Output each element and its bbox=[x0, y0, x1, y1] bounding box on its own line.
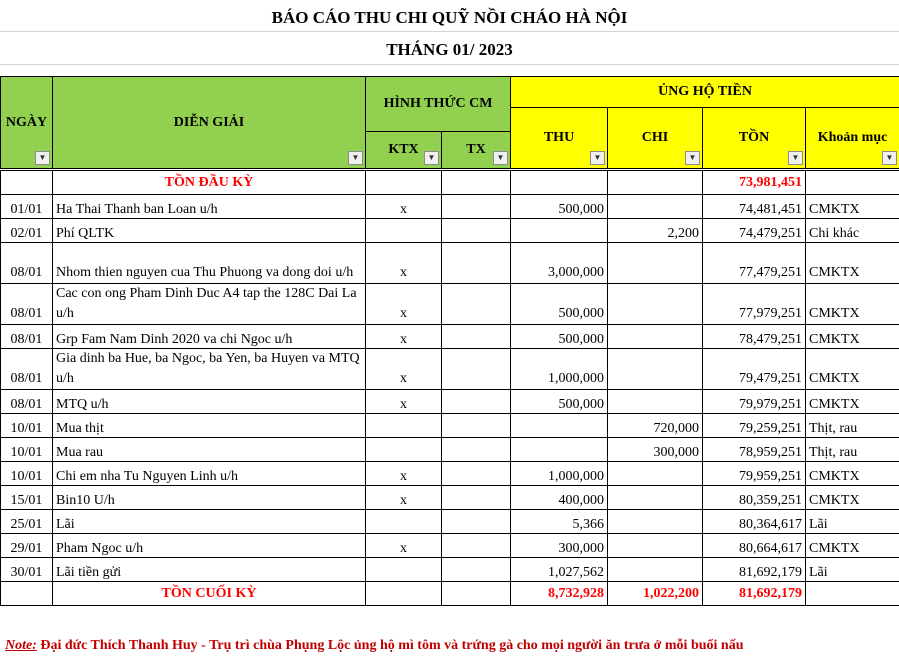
row-ktx bbox=[366, 438, 442, 462]
row-tx bbox=[442, 462, 511, 486]
row-ktx bbox=[366, 414, 442, 438]
row-description: Grp Fam Nam Dinh 2020 va chi Ngoc u/h bbox=[53, 325, 366, 349]
table-row bbox=[1, 243, 899, 284]
row-ktx: x bbox=[366, 195, 442, 219]
opening-balance: 73,981,451 bbox=[703, 171, 806, 195]
row-date: 02/01 bbox=[1, 219, 53, 243]
row-ton: 80,364,617 bbox=[703, 510, 806, 534]
row-thu: 500,000 bbox=[511, 325, 608, 349]
row-ton: 74,481,451 bbox=[703, 195, 806, 219]
row-ktx: x bbox=[366, 462, 442, 486]
row-tx bbox=[442, 325, 511, 349]
note-label: Note: bbox=[5, 638, 37, 653]
row-chi bbox=[608, 349, 703, 390]
header-ngay: NGÀY ▼ bbox=[1, 77, 53, 169]
row-chi bbox=[608, 195, 703, 219]
row-description: Bin10 U/h bbox=[53, 486, 366, 510]
row-khoan-muc: CMKTX bbox=[806, 486, 899, 510]
row-thu: 1,000,000 bbox=[511, 462, 608, 486]
row-khoan-muc: CMKTX bbox=[806, 349, 899, 390]
row-khoan-muc: CMKTX bbox=[806, 195, 899, 219]
header-ton: TỒN ▼ bbox=[703, 108, 806, 169]
report-header bbox=[0, 76, 899, 169]
table-row bbox=[1, 414, 899, 438]
row-chi bbox=[608, 284, 703, 325]
filter-dropdown-icon[interactable]: ▼ bbox=[424, 151, 439, 165]
row-description: Ha Thai Thanh ban Loan u/h bbox=[53, 195, 366, 219]
header-khoan-muc: Khoản mục ▼ bbox=[806, 108, 899, 169]
row-tx bbox=[442, 510, 511, 534]
row-thu: 1,000,000 bbox=[511, 349, 608, 390]
closing-ton: 81,692,179 bbox=[703, 582, 806, 606]
filter-dropdown-icon[interactable]: ▼ bbox=[348, 151, 363, 165]
note-text: Đại đức Thích Thanh Huy - Trụ trì chùa Phụng Lộc ủng hộ mì tôm và trứng gà cho mọi người ăn trưa ở mỗi buổi nấu bbox=[36, 638, 744, 653]
row-ktx: x bbox=[366, 486, 442, 510]
table-row bbox=[1, 219, 899, 243]
row-ton: 80,359,251 bbox=[703, 486, 806, 510]
closing-row bbox=[1, 582, 899, 606]
header-thu: THU ▼ bbox=[511, 108, 608, 169]
row-description: Lãi bbox=[53, 510, 366, 534]
sheet-gridline bbox=[0, 64, 899, 65]
row-chi bbox=[608, 486, 703, 510]
filter-dropdown-icon[interactable]: ▼ bbox=[788, 151, 803, 165]
table-row bbox=[1, 195, 899, 219]
row-tx bbox=[442, 284, 511, 325]
row-thu bbox=[511, 414, 608, 438]
row-date: 10/01 bbox=[1, 462, 53, 486]
footnote bbox=[5, 638, 743, 654]
row-date: 08/01 bbox=[1, 243, 53, 284]
table-row bbox=[1, 510, 899, 534]
row-description: Nhom thien nguyen cua Thu Phuong va dong doi u/h bbox=[53, 243, 366, 284]
row-ktx bbox=[366, 558, 442, 582]
row-chi bbox=[608, 510, 703, 534]
row-description: Gia dinh ba Hue, ba Ngoc, ba Yen, ba Huyen va MTQ u/h bbox=[53, 349, 366, 390]
row-tx bbox=[442, 486, 511, 510]
row-thu: 500,000 bbox=[511, 284, 608, 325]
header-ktx: KTX ▼ bbox=[366, 132, 442, 169]
row-description: Cac con ong Pham Dinh Duc A4 tap the 128C Dai La u/h bbox=[53, 284, 366, 325]
header-hinh-thuc-cm: HÌNH THỨC CM bbox=[366, 77, 511, 132]
closing-chi: 1,022,200 bbox=[608, 582, 703, 606]
row-ton: 80,664,617 bbox=[703, 534, 806, 558]
row-khoan-muc: CMKTX bbox=[806, 284, 899, 325]
filter-dropdown-icon[interactable]: ▼ bbox=[493, 151, 508, 165]
row-ton: 79,259,251 bbox=[703, 414, 806, 438]
row-khoan-muc: CMKTX bbox=[806, 390, 899, 414]
row-chi bbox=[608, 534, 703, 558]
row-tx bbox=[442, 349, 511, 390]
row-ton: 74,479,251 bbox=[703, 219, 806, 243]
row-chi bbox=[608, 390, 703, 414]
row-description: Mua thịt bbox=[53, 414, 366, 438]
row-ktx: x bbox=[366, 534, 442, 558]
row-tx bbox=[442, 438, 511, 462]
opening-label: TỒN ĐẦU KỲ bbox=[53, 171, 366, 195]
row-ktx: x bbox=[366, 243, 442, 284]
row-tx bbox=[442, 195, 511, 219]
table-row bbox=[1, 438, 899, 462]
row-date: 01/01 bbox=[1, 195, 53, 219]
row-thu: 500,000 bbox=[511, 390, 608, 414]
row-tx bbox=[442, 390, 511, 414]
table-row bbox=[1, 558, 899, 582]
row-khoan-muc: Chi khác bbox=[806, 219, 899, 243]
row-ktx: x bbox=[366, 390, 442, 414]
row-thu bbox=[511, 438, 608, 462]
row-date: 10/01 bbox=[1, 438, 53, 462]
row-ktx: x bbox=[366, 325, 442, 349]
row-thu: 3,000,000 bbox=[511, 243, 608, 284]
row-thu: 500,000 bbox=[511, 195, 608, 219]
report-subtitle: THÁNG 01/ 2023 bbox=[386, 40, 513, 59]
closing-thu: 8,732,928 bbox=[511, 582, 608, 606]
row-khoan-muc: Thịt, rau bbox=[806, 438, 899, 462]
row-date: 29/01 bbox=[1, 534, 53, 558]
row-date: 08/01 bbox=[1, 284, 53, 325]
header-chi: CHI ▼ bbox=[608, 108, 703, 169]
row-thu bbox=[511, 219, 608, 243]
header-ung-ho-tien: ỦNG HỘ TIỀN bbox=[511, 77, 899, 108]
row-date: 25/01 bbox=[1, 510, 53, 534]
closing-label: TỒN CUỐI KỲ bbox=[53, 582, 366, 606]
row-khoan-muc: Lãi bbox=[806, 558, 899, 582]
row-date: 30/01 bbox=[1, 558, 53, 582]
row-chi: 300,000 bbox=[608, 438, 703, 462]
row-chi bbox=[608, 325, 703, 349]
row-ktx bbox=[366, 510, 442, 534]
row-date: 08/01 bbox=[1, 325, 53, 349]
table-row bbox=[1, 486, 899, 510]
row-chi bbox=[608, 462, 703, 486]
row-thu: 300,000 bbox=[511, 534, 608, 558]
row-khoan-muc: Thịt, rau bbox=[806, 414, 899, 438]
table-row bbox=[1, 390, 899, 414]
row-ton: 81,692,179 bbox=[703, 558, 806, 582]
row-chi: 2,200 bbox=[608, 219, 703, 243]
sheet-gridline bbox=[0, 31, 899, 32]
opening-row bbox=[1, 171, 899, 195]
row-ton: 77,479,251 bbox=[703, 243, 806, 284]
row-ton: 79,479,251 bbox=[703, 349, 806, 390]
report-title: BÁO CÁO THU CHI QUỸ NỒI CHÁO HÀ NỘI bbox=[271, 8, 628, 27]
row-chi bbox=[608, 243, 703, 284]
row-ktx bbox=[366, 219, 442, 243]
row-ton: 79,959,251 bbox=[703, 462, 806, 486]
table-row bbox=[1, 284, 899, 325]
row-chi bbox=[608, 558, 703, 582]
row-thu: 400,000 bbox=[511, 486, 608, 510]
row-ton: 78,479,251 bbox=[703, 325, 806, 349]
row-khoan-muc: CMKTX bbox=[806, 534, 899, 558]
row-ktx: x bbox=[366, 349, 442, 390]
filter-dropdown-icon[interactable]: ▼ bbox=[882, 151, 897, 165]
table-row bbox=[1, 462, 899, 486]
table-row bbox=[1, 534, 899, 558]
row-tx bbox=[442, 558, 511, 582]
row-khoan-muc: Lãi bbox=[806, 510, 899, 534]
row-khoan-muc: CMKTX bbox=[806, 462, 899, 486]
filter-dropdown-icon[interactable]: ▼ bbox=[685, 151, 700, 165]
row-date: 10/01 bbox=[1, 414, 53, 438]
row-date: 08/01 bbox=[1, 349, 53, 390]
row-tx bbox=[442, 243, 511, 284]
table-row bbox=[1, 349, 899, 390]
row-ton: 78,959,251 bbox=[703, 438, 806, 462]
filter-dropdown-icon[interactable]: ▼ bbox=[35, 151, 50, 165]
row-ton: 77,979,251 bbox=[703, 284, 806, 325]
row-description: MTQ u/h bbox=[53, 390, 366, 414]
row-ton: 79,979,251 bbox=[703, 390, 806, 414]
report-body bbox=[0, 170, 899, 606]
row-date: 15/01 bbox=[1, 486, 53, 510]
row-chi: 720,000 bbox=[608, 414, 703, 438]
row-thu: 1,027,562 bbox=[511, 558, 608, 582]
row-ktx: x bbox=[366, 284, 442, 325]
row-description: Pham Ngoc u/h bbox=[53, 534, 366, 558]
row-description: Chi em nha Tu Nguyen Linh u/h bbox=[53, 462, 366, 486]
row-description: Mua rau bbox=[53, 438, 366, 462]
filter-dropdown-icon[interactable]: ▼ bbox=[590, 151, 605, 165]
header-tx: TX ▼ bbox=[442, 132, 511, 169]
row-description: Lãi tiền gửi bbox=[53, 558, 366, 582]
row-tx bbox=[442, 534, 511, 558]
row-tx bbox=[442, 219, 511, 243]
row-tx bbox=[442, 414, 511, 438]
row-khoan-muc: CMKTX bbox=[806, 325, 899, 349]
table-row bbox=[1, 325, 899, 349]
row-khoan-muc: CMKTX bbox=[806, 243, 899, 284]
header-dien-giai: DIỄN GIẢI ▼ bbox=[53, 77, 366, 169]
row-description: Phí QLTK bbox=[53, 219, 366, 243]
row-date: 08/01 bbox=[1, 390, 53, 414]
row-thu: 5,366 bbox=[511, 510, 608, 534]
